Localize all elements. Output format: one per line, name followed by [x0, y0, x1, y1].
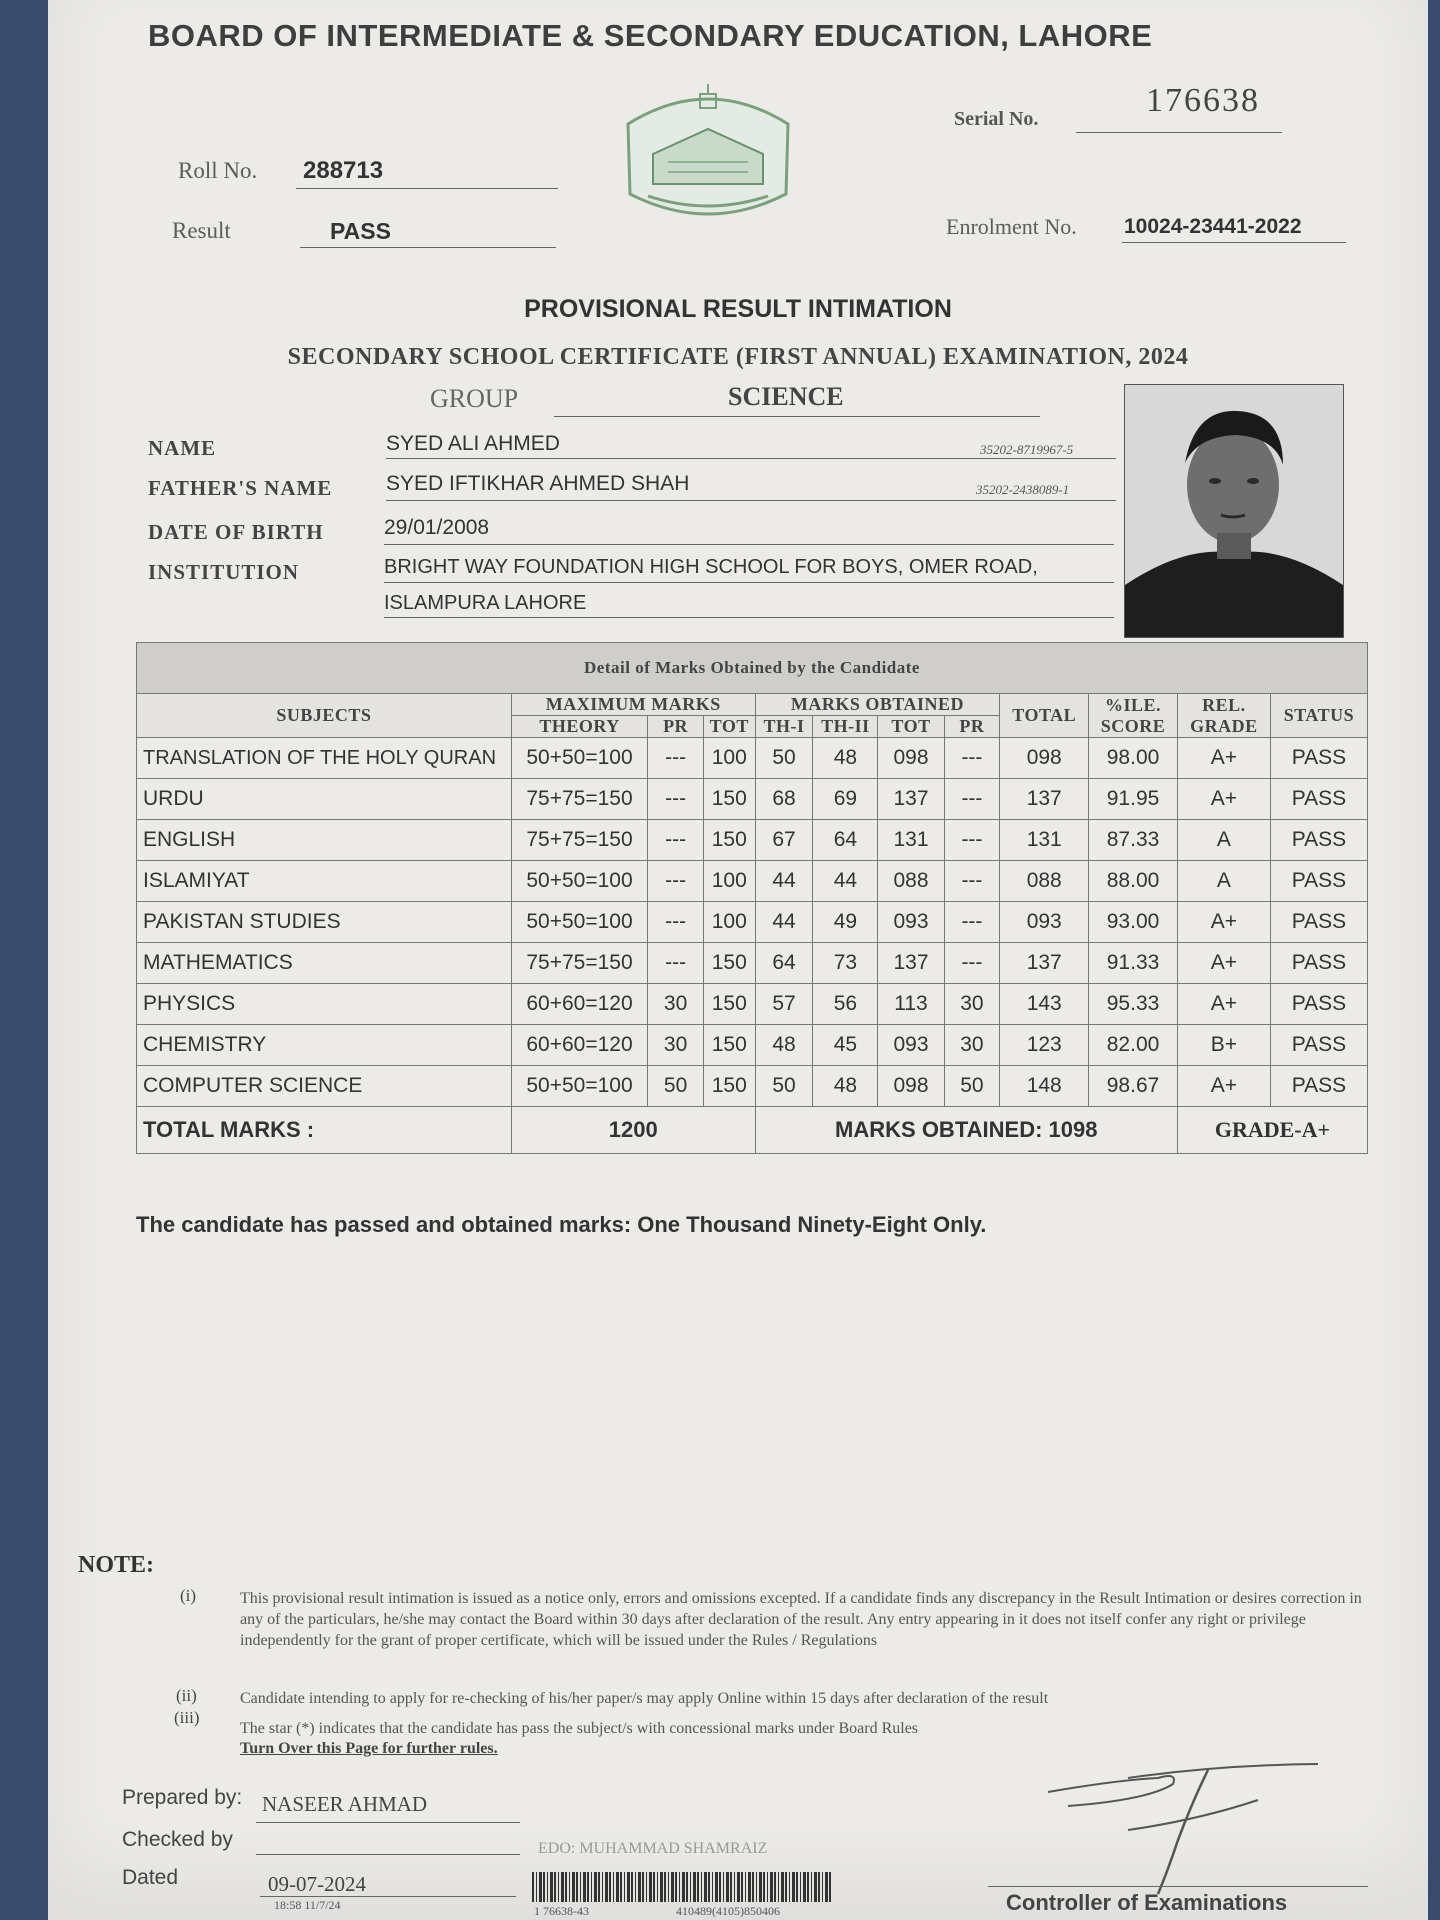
- note-3-number: (iii): [174, 1708, 200, 1727]
- cell-max-pr: ---: [648, 902, 704, 943]
- cell-max-tot: 150: [703, 1066, 755, 1107]
- cell-obtained-pr: 50: [944, 1066, 1000, 1107]
- turn-over-note: Turn Over this Page for further rules.: [240, 1740, 498, 1757]
- cell-status: PASS: [1270, 902, 1367, 943]
- marks-obtained-total: MARKS OBTAINED: 1098: [755, 1107, 1177, 1154]
- cell-total: 148: [1000, 1066, 1089, 1107]
- cell-status: PASS: [1270, 1066, 1367, 1107]
- cell-subject: PHYSICS: [137, 984, 512, 1025]
- board-title: BOARD OF INTERMEDIATE & SECONDARY EDUCATION, LAHORE: [148, 18, 1153, 53]
- summary-sentence: The candidate has passed and obtained marks: One Thousand Ninety-Eight Only.: [136, 1212, 987, 1237]
- header-pr-obtained: PR: [944, 716, 1000, 738]
- barcode-left-number: 1 76638-43: [534, 1904, 589, 1918]
- checked-underline: [256, 1854, 520, 1855]
- cell-percentile: 93.00: [1089, 902, 1178, 943]
- controller-signature-line: [988, 1886, 1368, 1887]
- cell-percentile: 88.00: [1089, 861, 1178, 902]
- header-theory: THEORY: [511, 716, 647, 738]
- group-value: SCIENCE: [728, 382, 844, 411]
- cell-th2: 44: [813, 861, 878, 902]
- cell-max-pr: ---: [648, 861, 704, 902]
- cell-max-pr: ---: [648, 943, 704, 984]
- cell-th2: 69: [813, 779, 878, 820]
- cell-status: PASS: [1270, 820, 1367, 861]
- cell-obtained-tot: 137: [878, 779, 944, 820]
- cell-obtained-pr: ---: [944, 902, 1000, 943]
- header-total: TOTAL: [1000, 694, 1089, 738]
- cell-obtained-tot: 093: [878, 902, 944, 943]
- cell-status: PASS: [1270, 984, 1367, 1025]
- cell-max-pr: ---: [648, 779, 704, 820]
- cell-th2: 49: [813, 902, 878, 943]
- table-row: [137, 1025, 1368, 1066]
- note-3-text: The star (*) indicates that the candidate has pass the subject/s with concessional marks under Board Rules: [240, 1720, 919, 1737]
- result-document: [48, 0, 1428, 1920]
- cell-max-tot: 100: [703, 902, 755, 943]
- note-1-number: (i): [180, 1586, 197, 1605]
- cell-total: 098: [1000, 738, 1089, 779]
- cell-max-theory: 60+60=120: [511, 984, 647, 1025]
- cell-obtained-tot: 088: [878, 861, 944, 902]
- cell-percentile: 98.00: [1089, 738, 1178, 779]
- cell-max-tot: 100: [703, 861, 755, 902]
- cell-status: PASS: [1270, 861, 1367, 902]
- cell-subject: COMPUTER SCIENCE: [137, 1066, 512, 1107]
- cell-obtained-tot: 098: [878, 738, 944, 779]
- total-marks-label: TOTAL MARKS :: [137, 1107, 512, 1154]
- header-th1: TH-I: [755, 716, 813, 738]
- prepared-by-value: NASEER AHMAD: [262, 1792, 428, 1816]
- dated-underline: [260, 1896, 516, 1897]
- header-subjects: SUBJECTS: [137, 694, 512, 738]
- cell-obtained-pr: ---: [944, 779, 1000, 820]
- checked-by-label: Checked by: [122, 1828, 233, 1851]
- barcode: [532, 1872, 832, 1902]
- prepared-underline: [256, 1822, 520, 1823]
- cell-total: 131: [1000, 820, 1089, 861]
- cell-grade: B+: [1177, 1025, 1270, 1066]
- note-2-number: (ii): [176, 1686, 197, 1705]
- cell-max-tot: 150: [703, 1025, 755, 1066]
- table-row: [137, 902, 1368, 943]
- roll-number: 288713: [303, 157, 384, 184]
- result-label: Result: [172, 218, 231, 243]
- cell-obtained-pr: 30: [944, 1025, 1000, 1066]
- header-grade-line-2: GRADE: [1190, 715, 1258, 736]
- cell-total: 137: [1000, 943, 1089, 984]
- cell-subject: ISLAMIYAT: [137, 861, 512, 902]
- cell-subject: CHEMISTRY: [137, 1025, 512, 1066]
- result-value: PASS: [330, 218, 391, 244]
- cell-th1: 67: [755, 820, 813, 861]
- marks-body: [137, 738, 1368, 1107]
- name-label: NAME: [148, 436, 217, 460]
- cell-status: PASS: [1270, 779, 1367, 820]
- cell-percentile: 91.95: [1089, 779, 1178, 820]
- note-2-text: Candidate intending to apply for re-checking of his/her paper/s may apply Online within 15 days after declaration of the result: [240, 1690, 1049, 1707]
- header-tot: TOT: [703, 716, 755, 738]
- cell-grade: A+: [1177, 902, 1270, 943]
- cell-subject: PAKISTAN STUDIES: [137, 902, 512, 943]
- marks-table: [136, 642, 1368, 1154]
- dated-value: 09-07-2024: [268, 1872, 366, 1896]
- cell-percentile: 87.33: [1089, 820, 1178, 861]
- header-percentile-line-2: SCORE: [1100, 715, 1166, 736]
- cell-max-theory: 60+60=120: [511, 1025, 647, 1066]
- header-percentile-line-1: %ILE.: [1105, 694, 1162, 715]
- cell-th2: 48: [813, 738, 878, 779]
- result-underline: [300, 247, 556, 248]
- table-row: [137, 1066, 1368, 1107]
- cell-grade: A+: [1177, 984, 1270, 1025]
- dob-underline: [384, 544, 1114, 545]
- cell-obtained-pr: ---: [944, 738, 1000, 779]
- cell-obtained-pr: ---: [944, 861, 1000, 902]
- table-caption: Detail of Marks Obtained by the Candidate: [137, 643, 1368, 694]
- board-seal-logo: [608, 84, 808, 230]
- header-grade: [1177, 694, 1270, 738]
- cell-subject: TRANSLATION OF THE HOLY QURAN: [137, 738, 512, 779]
- cell-max-tot: 100: [703, 738, 755, 779]
- candidate-name: SYED ALI AHMED: [386, 432, 560, 455]
- cell-percentile: 95.33: [1089, 984, 1178, 1025]
- header-percentile: [1089, 694, 1178, 738]
- institution-line-1: BRIGHT WAY FOUNDATION HIGH SCHOOL FOR BOYS, OMER ROAD,: [384, 556, 1038, 578]
- cell-th2: 45: [813, 1025, 878, 1066]
- father-name: SYED IFTIKHAR AHMED SHAH: [386, 472, 690, 495]
- cell-status: PASS: [1270, 1025, 1367, 1066]
- cell-grade: A: [1177, 820, 1270, 861]
- cell-th1: 64: [755, 943, 813, 984]
- cell-subject: ENGLISH: [137, 820, 512, 861]
- institution-underline-1: [384, 582, 1114, 583]
- name-underline: [386, 458, 1116, 459]
- time-stamp: 18:58 11/7/24: [274, 1898, 341, 1912]
- cell-max-pr: 30: [648, 1025, 704, 1066]
- cell-grade: A+: [1177, 1066, 1270, 1107]
- serial-label: Serial No.: [954, 108, 1039, 130]
- cell-obtained-tot: 113: [878, 984, 944, 1025]
- cell-max-tot: 150: [703, 779, 755, 820]
- cell-obtained-pr: 30: [944, 984, 1000, 1025]
- table-row: [137, 738, 1368, 779]
- cell-grade: A: [1177, 861, 1270, 902]
- cell-status: PASS: [1270, 738, 1367, 779]
- cell-max-theory: 50+50=100: [511, 861, 647, 902]
- cell-max-tot: 150: [703, 943, 755, 984]
- controller-of-examinations: Controller of Examinations: [1006, 1890, 1288, 1915]
- enrolment-number: 10024-23441-2022: [1124, 215, 1302, 238]
- roll-underline: [296, 188, 558, 189]
- barcode-right-number: 410489(4105)850406: [676, 1904, 780, 1918]
- cell-max-pr: ---: [648, 820, 704, 861]
- header-pr: PR: [648, 716, 704, 738]
- header-status: STATUS: [1270, 694, 1367, 738]
- cell-max-pr: 50: [648, 1066, 704, 1107]
- cell-max-theory: 50+50=100: [511, 738, 647, 779]
- cell-obtained-tot: 098: [878, 1066, 944, 1107]
- dob-label: DATE OF BIRTH: [148, 520, 324, 544]
- table-row: [137, 779, 1368, 820]
- intimation-heading: PROVISIONAL RESULT INTIMATION: [524, 295, 952, 323]
- cell-max-tot: 150: [703, 820, 755, 861]
- cell-max-theory: 50+50=100: [511, 902, 647, 943]
- cell-max-pr: ---: [648, 738, 704, 779]
- roll-label: Roll No.: [178, 158, 258, 183]
- cell-subject: MATHEMATICS: [137, 943, 512, 984]
- header-th2: TH-II: [813, 716, 878, 738]
- cell-percentile: 91.33: [1089, 943, 1178, 984]
- cell-max-theory: 50+50=100: [511, 1066, 647, 1107]
- candidate-cnic: 35202-8719967-5: [980, 442, 1074, 457]
- cell-th1: 68: [755, 779, 813, 820]
- cell-obtained-pr: ---: [944, 820, 1000, 861]
- cell-total: 137: [1000, 779, 1089, 820]
- cell-percentile: 98.67: [1089, 1066, 1178, 1107]
- cell-th2: 48: [813, 1066, 878, 1107]
- enrolment-label: Enrolment No.: [946, 214, 1077, 239]
- cell-th1: 57: [755, 984, 813, 1025]
- exam-heading: SECONDARY SCHOOL CERTIFICATE (FIRST ANNUAL) EXAMINATION, 2024: [287, 344, 1189, 370]
- cell-total: 093: [1000, 902, 1089, 943]
- table-row: [137, 820, 1368, 861]
- father-label: FATHER'S NAME: [148, 476, 333, 500]
- group-label: GROUP: [430, 384, 519, 413]
- cell-th1: 44: [755, 861, 813, 902]
- cell-th2: 73: [813, 943, 878, 984]
- institution-underline-2: [384, 617, 1114, 618]
- cell-obtained-pr: ---: [944, 943, 1000, 984]
- note-title: NOTE:: [78, 1552, 155, 1578]
- serial-underline: [1076, 132, 1282, 133]
- cell-max-theory: 75+75=150: [511, 820, 647, 861]
- note-1-text: This provisional result intimation is issued as a notice only, errors and omissions excepted. If a candidate finds any discrepancy in the Result Intimation or desires correction in any of the particulars, he/she may contact the Board within 30 days after declaration of the result. Any entry appearing in it does not itself confer any right or privilege independently for the grant of proper certificate, which will be issued under the Rules / Regulations: [240, 1590, 1362, 1649]
- cell-obtained-tot: 131: [878, 820, 944, 861]
- cell-obtained-tot: 137: [878, 943, 944, 984]
- header-marks-obtained: MARKS OBTAINED: [755, 694, 1000, 716]
- controller-signature: [1008, 1760, 1398, 1900]
- cell-max-theory: 75+75=150: [511, 943, 647, 984]
- overall-grade: GRADE-A+: [1177, 1107, 1367, 1154]
- cell-max-theory: 75+75=150: [511, 779, 647, 820]
- header-grade-line-1: REL.: [1202, 694, 1246, 715]
- cell-subject: URDU: [137, 779, 512, 820]
- enrolment-underline: [1122, 242, 1346, 243]
- header-max-marks: MAXIMUM MARKS: [511, 694, 755, 716]
- prepared-by-label: Prepared by:: [122, 1786, 243, 1809]
- cell-th2: 64: [813, 820, 878, 861]
- dated-label: Dated: [122, 1866, 179, 1889]
- cell-grade: A+: [1177, 738, 1270, 779]
- cell-obtained-tot: 093: [878, 1025, 944, 1066]
- cell-th2: 56: [813, 984, 878, 1025]
- table-row: [137, 943, 1368, 984]
- cell-th1: 44: [755, 902, 813, 943]
- cell-grade: A+: [1177, 779, 1270, 820]
- total-max-marks: 1200: [511, 1107, 755, 1154]
- table-row: [137, 861, 1368, 902]
- father-cnic: 35202-2438089-1: [976, 482, 1070, 497]
- cell-total: 123: [1000, 1025, 1089, 1066]
- officer-name: EDO: MUHAMMAD SHAMRAIZ: [538, 1840, 768, 1857]
- cell-total: 088: [1000, 861, 1089, 902]
- cell-percentile: 82.00: [1089, 1025, 1178, 1066]
- candidate-photo: [1124, 384, 1344, 638]
- cell-th1: 48: [755, 1025, 813, 1066]
- father-underline: [386, 500, 1116, 501]
- cell-grade: A+: [1177, 943, 1270, 984]
- header-tot-obtained: TOT: [878, 716, 944, 738]
- cell-status: PASS: [1270, 943, 1367, 984]
- institution-label: INSTITUTION: [148, 560, 300, 584]
- cell-th1: 50: [755, 738, 813, 779]
- table-row: [137, 984, 1368, 1025]
- cell-max-tot: 150: [703, 984, 755, 1025]
- group-underline: [554, 416, 1040, 417]
- cell-total: 143: [1000, 984, 1089, 1025]
- cell-th1: 50: [755, 1066, 813, 1107]
- serial-number: 176638: [1146, 82, 1260, 119]
- institution-line-2: ISLAMPURA LAHORE: [384, 592, 587, 614]
- date-of-birth: 29/01/2008: [384, 516, 490, 539]
- cell-max-pr: 30: [648, 984, 704, 1025]
